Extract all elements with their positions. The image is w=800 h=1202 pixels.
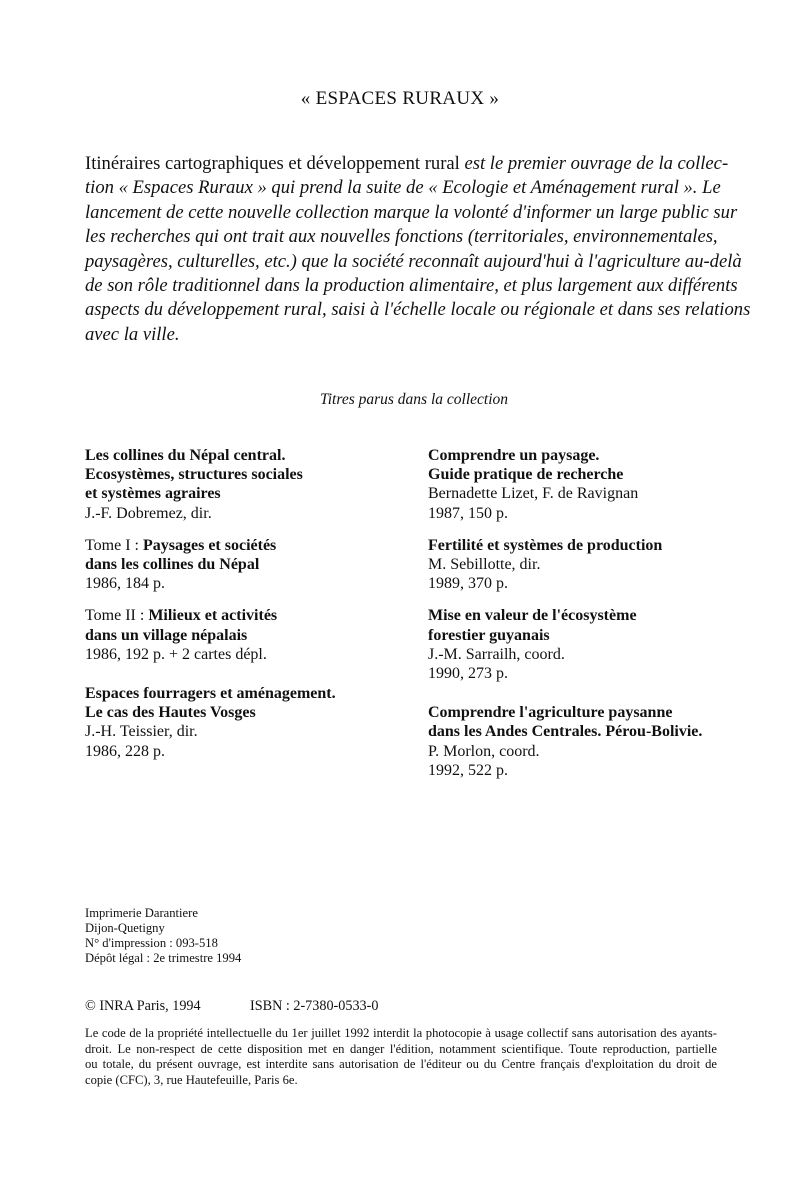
intro-line: de son rôle traditionnel dans la production alimentaire, et plus largement aux différents [85, 275, 738, 297]
printer-imprint [85, 906, 241, 966]
book-info: 1989, 370 p. [428, 575, 508, 593]
imprint-line: Dijon-Quetigny [85, 921, 165, 935]
intro-line: paysagères, culturelles, etc.) que la société reconnaît aujourd'hui à l'agriculture au-delà [85, 250, 742, 272]
book-title: Comprendre un paysage. [428, 447, 600, 464]
intro-line: aspects du développement rural, saisi à l'échelle locale ou régionale et dans ses relations [85, 299, 751, 321]
series-title: « ESPACES RURAUX » [300, 88, 500, 109]
book-title: Ecosystèmes, structures sociales [85, 466, 303, 484]
book-title: Le cas des Hautes Vosges [85, 704, 256, 722]
book-info: 1990, 273 p. [428, 665, 508, 683]
intro-line: les recherches qui ont trait aux nouvelles fonctions (territoriales, environnementales, [85, 226, 718, 248]
book-info: 1986, 192 p. + 2 cartes dépl. [85, 645, 267, 663]
book-author: J.-H. Teissier, dir. [85, 723, 198, 741]
copyright-line [85, 998, 378, 1015]
copyright-notice: © INRA Paris, 1994 [85, 998, 201, 1014]
book-title: Fertilité et systèmes de production [428, 536, 663, 554]
book-entry [85, 606, 415, 664]
book-info: 1992, 522 p. [428, 761, 508, 779]
imprint-line: Imprimerie Darantiere [85, 906, 198, 920]
book-title: Paysages et sociétés [142, 536, 277, 554]
right-column [428, 446, 758, 793]
book-entry [85, 536, 415, 594]
book-author: J.-F. Dobremez, dir. [85, 504, 212, 522]
book-title: Mise en valeur de l'écosystème [428, 607, 637, 625]
book-entry [85, 446, 415, 523]
book-author: M. Sebillotte, dir. [428, 556, 541, 574]
tome-label: Tome II : [85, 607, 149, 625]
book-info: 1986, 184 p. [85, 575, 165, 593]
book-title: Les collines du Népal central. [85, 447, 286, 464]
book-author: Bernadette Lizet, F. de Ravignan [428, 485, 639, 503]
imprint-line: Dépôt légal : 2e trimestre 1994 [85, 951, 242, 965]
book-title: dans les Andes Centrales. Pérou-Bolivie. [428, 723, 703, 741]
tome-label: Tome I : [85, 536, 143, 554]
legal-line: ou totale, du présent ouvrage, est interdite sans autorisation de l'éditeur ou du Centre français d'exploitation du droit de [85, 1057, 717, 1072]
book-title: dans les collines du Népal [85, 556, 260, 574]
intro-line: tion « Espaces Ruraux » qui prend la suite de « Ecologie et Aménagement rural ». Le [85, 177, 721, 199]
intro-paragraph [85, 152, 751, 347]
book-title: Comprendre l'agriculture paysanne [428, 704, 673, 722]
book-title: Itinéraires cartographiques et développement rural [85, 153, 465, 174]
book-title: dans un village népalais [85, 626, 248, 644]
imprint-line: N° d'impression : 093-518 [85, 936, 218, 950]
intro-line: lancement de cette nouvelle collection marque la volonté d'informer un large public sur [85, 201, 738, 223]
book-title: Guide pratique de recherche [428, 466, 624, 484]
left-column [85, 446, 415, 774]
legal-line: copie (CFC), 3, rue Hautefeuille, Paris 6e. [85, 1072, 298, 1087]
legal-line: droit. Le non-respect de cette disposition met en danger l'édition, notamment scientifique. Toute reproduction, partielle [85, 1041, 717, 1056]
intro-text: est le premier ouvrage de la collec- [464, 153, 729, 174]
book-title: et systèmes agraires [85, 485, 221, 503]
book-author: J.-M. Sarrailh, coord. [428, 645, 565, 663]
book-entry [85, 684, 415, 761]
legal-notice [85, 1026, 717, 1088]
book-info: 1986, 228 p. [85, 742, 165, 760]
legal-line: Le code de la propriété intellectuelle du 1er juillet 1992 interdit la photocopie à usage collectif sans autorisation des ayants- [85, 1026, 717, 1040]
book-info: 1987, 150 p. [428, 504, 508, 522]
book-title: forestier guyanais [428, 626, 550, 644]
book-entry [428, 536, 758, 594]
book-entry [428, 446, 758, 523]
isbn: ISBN : 2-7380-0533-0 [250, 998, 379, 1014]
collection-heading: Titres parus dans la collection [319, 391, 508, 408]
book-entry [428, 606, 758, 683]
intro-line: avec la ville. [85, 323, 180, 345]
intro-line [85, 152, 729, 176]
book-author: P. Morlon, coord. [428, 742, 540, 760]
book-title: Milieux et activités [148, 607, 278, 625]
book-entry [428, 703, 758, 780]
book-title: Espaces fourragers et aménagement. [85, 685, 336, 703]
